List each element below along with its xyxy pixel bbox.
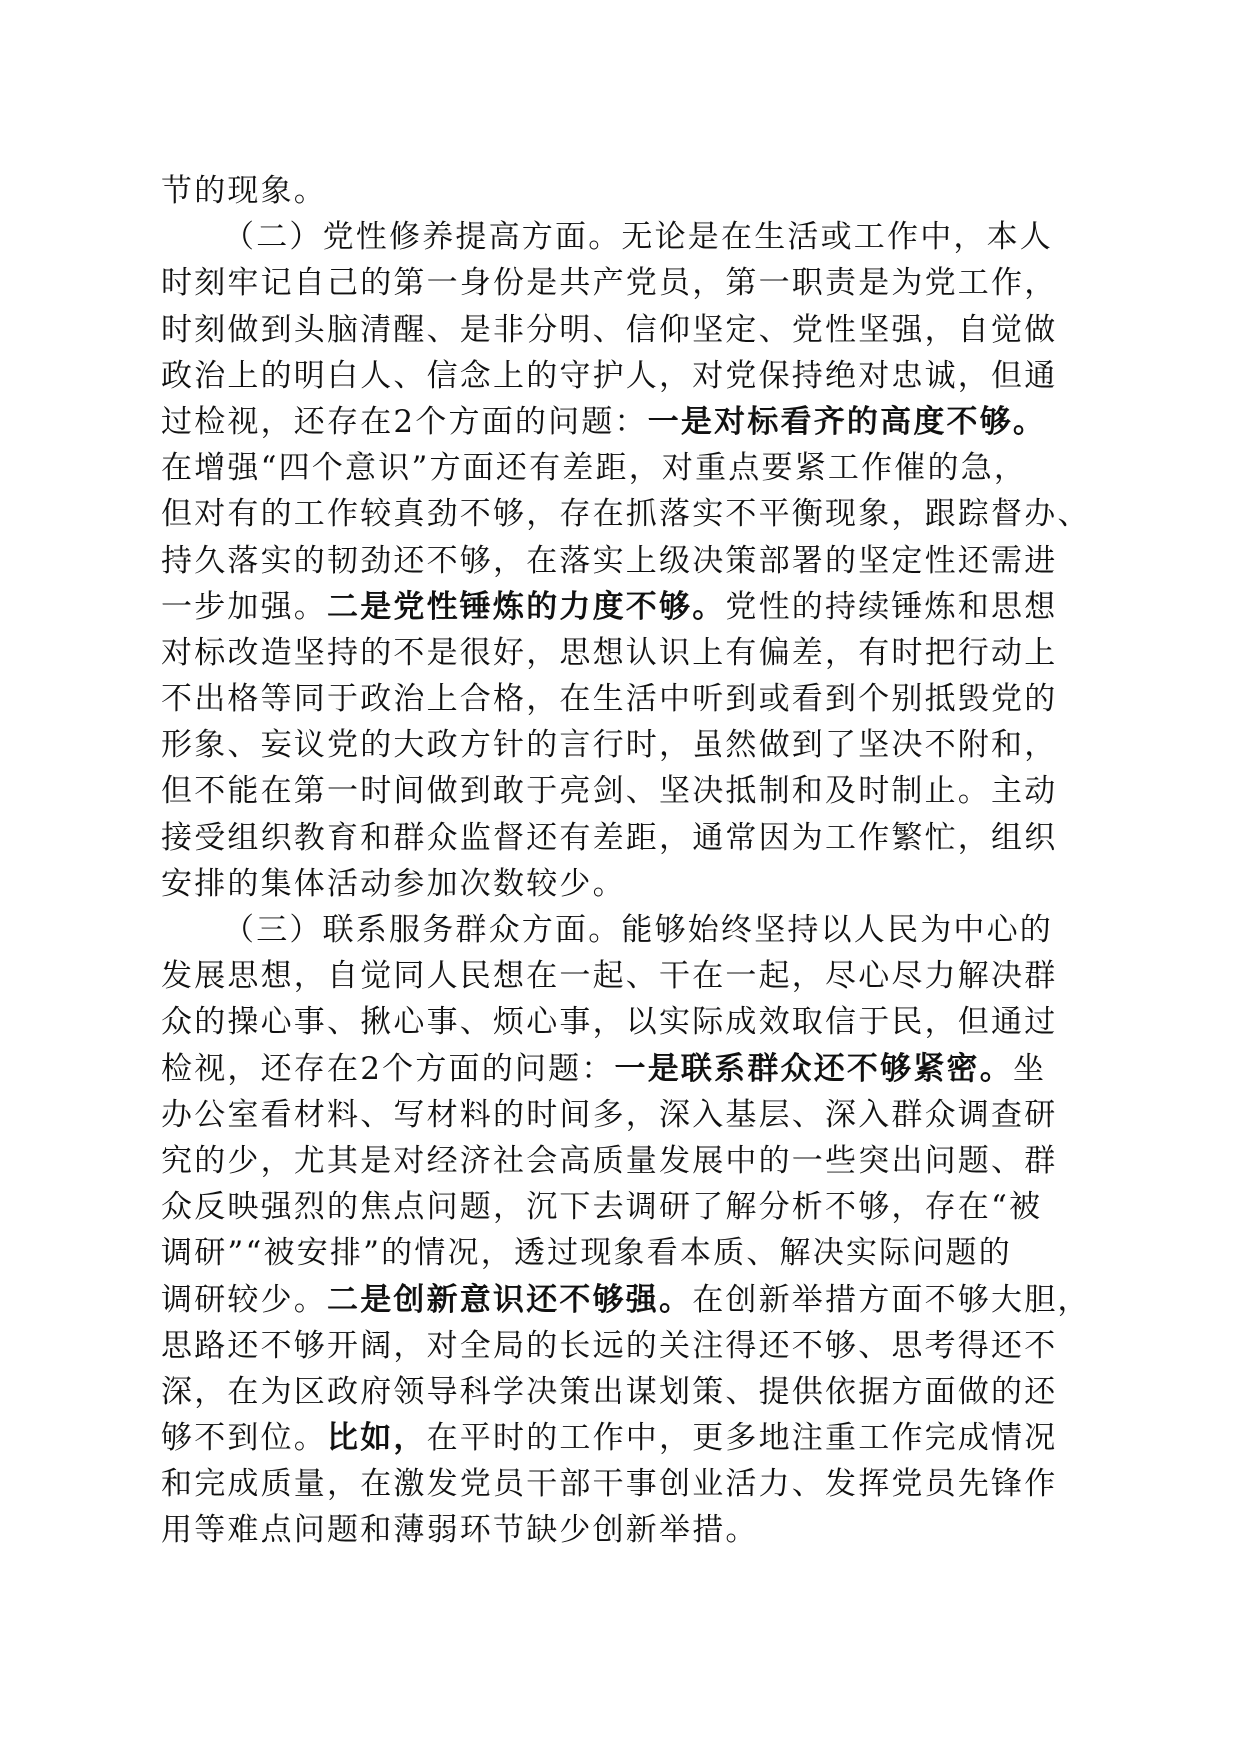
text-line [161, 630, 1081, 676]
text-segment: 坐 [1012, 1050, 1047, 1087]
text-line [161, 1230, 1081, 1276]
text-line [161, 214, 1081, 260]
text-segment: 用等难点问题和薄弱环节缺少创新举措。 [161, 1512, 759, 1549]
document-body [161, 168, 1091, 1554]
text-line [161, 538, 1081, 584]
text-segment: 对标改造坚持的不是很好，思想认识上有偏差，有时把行动上 [161, 634, 1058, 671]
text-line [161, 1415, 1081, 1461]
bold-text-segment: 二是创新意识还不够强。 [327, 1281, 693, 1318]
text-segment: 形象、妄议党的大政方针的言行时，虽然做到了坚决不附和， [161, 727, 1058, 764]
text-line [161, 353, 1081, 399]
text-segment: 众反映强烈的焦点问题，沉下去调研了解分析不够，存在“被 [161, 1189, 1043, 1226]
text-segment: 办公室看材料、写材料的时间多，深入基层、深入群众调查研 [161, 1096, 1058, 1133]
text-segment: 节的现象。 [161, 173, 327, 209]
text-segment: 持久落实的韧劲还不够，在落实上级决策部署的坚定性还需进 [161, 542, 1058, 579]
text-line [161, 1092, 1081, 1138]
text-segment: 党性的持续锤炼和思想 [725, 588, 1058, 625]
text-line [161, 815, 1081, 861]
text-segment: （三）联系服务群众方面。 [223, 912, 622, 948]
text-segment: 调研较少。 [161, 1281, 327, 1318]
text-line [161, 445, 1081, 491]
text-line [161, 722, 1081, 768]
text-segment: 检视，还存在2个方面的问题： [161, 1050, 615, 1087]
text-segment: 但对有的工作较真劲不够，存在抓落实不平衡现象，跟踪督办、 [161, 496, 1091, 533]
text-segment: 政治上的明白人、信念上的守护人，对党保持绝对忠诚，但通 [161, 357, 1058, 394]
text-line [161, 1461, 1081, 1507]
text-segment: 一步加强。 [161, 588, 327, 625]
text-line [161, 260, 1081, 306]
text-segment: 调研”“被安排”的情况，透过现象看本质、解决实际问题的 [161, 1235, 1012, 1272]
text-segment: 众的操心事、揪心事、烦心事，以实际成效取信于民，但通过 [161, 1004, 1058, 1041]
text-line [161, 307, 1081, 353]
text-segment: 时刻做到头脑清醒、是非分明、信仰坚定、党性坚强，自觉做 [161, 311, 1058, 348]
text-segment: 究的少，尤其是对经济社会高质量发展中的一些突出问题、群 [161, 1142, 1058, 1179]
text-segment: 安排的集体活动参加次数较少。 [161, 865, 626, 902]
text-segment: 在平时的工作中，更多地注重工作完成情况 [426, 1420, 1058, 1457]
text-segment: 接受组织教育和群众监督还有差距，通常因为工作繁忙，组织 [161, 819, 1058, 856]
bold-text-segment: 一是对标看齐的高度不够。 [647, 403, 1047, 440]
text-line [161, 1046, 1081, 1092]
text-segment: 发展思想，自觉同人民想在一起、干在一起，尽心尽力解决群 [161, 958, 1058, 995]
text-segment: （二）党性修养提高方面。 [223, 219, 622, 256]
text-line [161, 1277, 1091, 1323]
text-segment: 在创新举措方面不够大胆， [692, 1281, 1091, 1318]
text-line [161, 907, 1081, 953]
text-line [161, 768, 1081, 814]
text-segment: 但不能在第一时间做到敢于亮剑、坚决抵制和及时制止。主动 [161, 773, 1058, 810]
text-segment: 在增强“四个意识”方面还有差距，对重点要紧工作催的急， [161, 450, 1028, 487]
text-line [161, 491, 1091, 537]
text-segment: 和完成质量，在激发党员干部干事创业活力、发挥党员先锋作 [161, 1466, 1058, 1503]
text-line [161, 1184, 1081, 1230]
text-segment: 不出格等同于政治上合格，在生活中听到或看到个别抵毁党的 [161, 681, 1058, 718]
text-segment: 无论是在生活或工作中，本人 [621, 219, 1054, 256]
text-line [161, 584, 1081, 630]
text-line [161, 1507, 1081, 1553]
text-line [161, 953, 1081, 999]
text-segment: 时刻牢记自己的第一身份是共产党员，第一职责是为党工作， [161, 265, 1058, 302]
bold-text-segment: 二是党性锤炼的力度不够。 [327, 588, 726, 625]
bold-text-segment: 比如， [327, 1420, 427, 1457]
bold-text-segment: 一是联系群众还不够紧密。 [614, 1050, 1013, 1087]
text-line [161, 861, 1081, 907]
text-segment: 思路还不够开阔，对全局的长远的关注得还不够、思考得还不 [161, 1327, 1058, 1364]
text-segment: 过检视，还存在2个方面的问题： [161, 403, 648, 440]
text-segment: 够不到位。 [161, 1420, 327, 1457]
text-segment: 能够始终坚持以人民为中心的 [621, 912, 1054, 948]
text-line [161, 1323, 1081, 1369]
text-line [161, 999, 1081, 1045]
text-line [161, 676, 1081, 722]
text-line [161, 1138, 1081, 1184]
text-line [161, 168, 1081, 214]
text-line [161, 1369, 1081, 1415]
text-line [161, 399, 1081, 445]
text-segment: 深，在为区政府领导科学决策出谋划策、提供依据方面做的还 [161, 1373, 1058, 1410]
